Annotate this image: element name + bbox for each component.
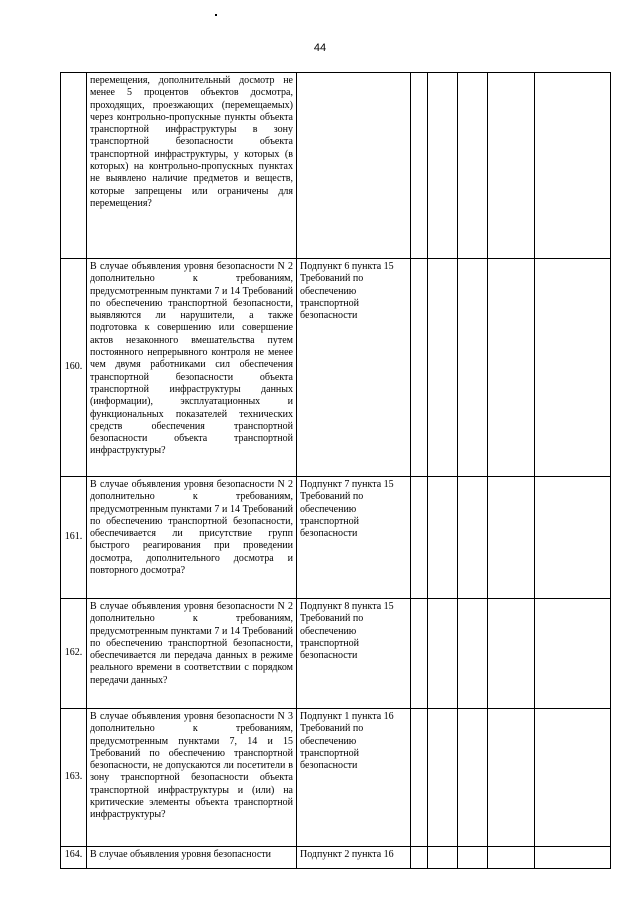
row-number: 161. [61,477,87,599]
answer-cell [488,847,535,869]
question-cell: В случае объявления уровня безопасности N 2 дополнительно к требованиям, предусмотренным пунктами 7 и 14 Требований по обеспечению транспортной безопасности, обеспечивается ли присутствие групп быстрого реагирования при проведении досмотра, дополнительного досмотра и повторного досмотра? [87,477,297,599]
answer-cell [428,259,458,477]
answer-cell [428,709,458,847]
answer-cell [488,709,535,847]
answer-cell [411,73,428,259]
checklist-table [60,72,611,869]
page-number: 44 [313,42,327,54]
answer-cell [458,847,488,869]
table-row [61,847,611,869]
reference-cell: Подпункт 2 пункта 16 [297,847,411,869]
table-row [61,477,611,599]
table-row [61,259,611,477]
answer-cell [428,599,458,709]
table-row [61,73,611,259]
answer-cell [411,847,428,869]
question-cell: В случае объявления уровня безопасности N 3 дополнительно к требованиям, предусмотренным пунктами 7, 14 и 15 Требований по обеспечению транспортной безопасности, не допускаются ли посетители в зону транспортной безопасности объекта транспортной инфраструктуры и (или) на критические элементы объекта транспортной инфраструктуры? [87,709,297,847]
answer-cell [411,599,428,709]
question-cell: перемещения, дополнительный досмотр не менее 5 процентов объектов досмотра, проходящих, проезжающих (перемещаемых) через контрольно-пропускные пункты объекта транспортной инфраструктуры в зону транспортной безопасности объекта транспортной инфраструктуры, у которых (в которых) на контрольно-пропускных пунктах не выявлено наличие предметов и веществ, которые запрещены или ограничены для перемещения? [87,73,297,259]
reference-cell: Подпункт 6 пункта 15 Требований по обеспечению транспортной безопасности [297,259,411,477]
answer-cell [488,259,535,477]
answer-cell [458,259,488,477]
row-number: 163. [61,709,87,847]
answer-cell [488,599,535,709]
answer-cell [411,259,428,477]
answer-cell [535,599,611,709]
row-number: 160. [61,259,87,477]
answer-cell [411,477,428,599]
answer-cell [488,477,535,599]
row-number: 164. [61,847,87,869]
scan-speck [215,14,217,16]
answer-cell [535,709,611,847]
answer-cell [458,709,488,847]
answer-cell [458,599,488,709]
answer-cell [458,477,488,599]
answer-cell [535,73,611,259]
answer-cell [488,73,535,259]
question-cell: В случае объявления уровня безопасности N 2 дополнительно к требованиям, предусмотренным пунктами 7 и 14 Требований по обеспечению транспортной безопасности, обеспечивается ли передача данных в режиме реального времени в соответствии с порядком передачи данных? [87,599,297,709]
row-number: 162. [61,599,87,709]
answer-cell [428,73,458,259]
reference-cell: Подпункт 7 пункта 15 Требований по обеспечению транспортной безопасности [297,477,411,599]
answer-cell [535,259,611,477]
question-cell: В случае объявления уровня безопасности [87,847,297,869]
answer-cell [535,477,611,599]
row-number [61,73,87,259]
reference-cell: Подпункт 8 пункта 15 Требований по обеспечению транспортной безопасности [297,599,411,709]
answer-cell [535,847,611,869]
reference-cell: Подпункт 1 пункта 16 Требований по обеспечению транспортной безопасности [297,709,411,847]
reference-cell [297,73,411,259]
answer-cell [411,709,428,847]
answer-cell [458,73,488,259]
table-row [61,599,611,709]
table-row [61,709,611,847]
answer-cell [428,847,458,869]
answer-cell [428,477,458,599]
question-cell: В случае объявления уровня безопасности N 2 дополнительно к требованиям, предусмотренным пунктами 7 и 14 Требований по обеспечению транспортной безопасности, выявляются ли нарушители, а также подготовка к совершению или совершение актов незаконного вмешательства путем постоянного непрерывного контроля не менее чем двумя работниками сил обеспечения транспортной безопасности объекта транспортной инфраструктуры данных (информации), эксплуатационных и функциональных показателей технических средств обеспечения транспортной безопасности объекта транспортной инфраструктуры? [87,259,297,477]
